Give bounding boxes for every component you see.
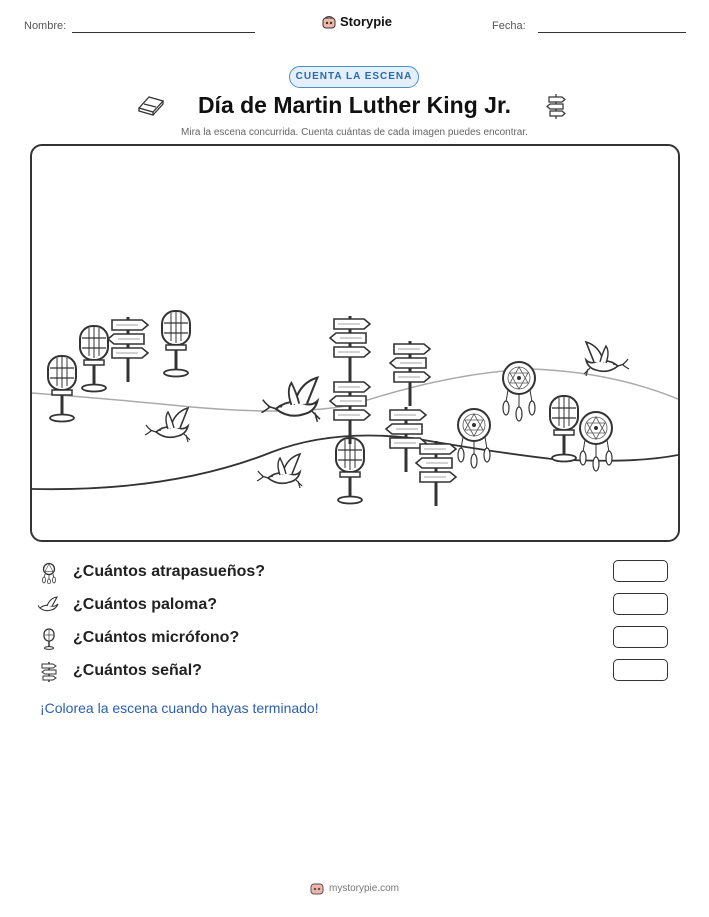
scene-signpost: [108, 317, 148, 382]
scene-signpost: [390, 341, 430, 406]
activity-badge: CUENTA LA ESCENA: [289, 66, 419, 88]
storypie-logo-icon: [322, 15, 336, 29]
question-row-microphone: [38, 626, 678, 652]
scene-microphone: [162, 311, 190, 377]
date-line[interactable]: [538, 32, 686, 33]
question-text: ¿Cuántos paloma?: [73, 596, 218, 613]
name-line[interactable]: [72, 32, 255, 33]
scene-signpost: [330, 379, 370, 444]
question-row-signpost: [38, 659, 678, 685]
page-subtitle: Mira la escena concurrida. Cuenta cuántas de cada imagen puedes encontrar.: [181, 127, 528, 138]
question-text: ¿Cuántos atrapasueños?: [73, 563, 266, 580]
question-text: ¿Cuántos micrófono?: [73, 629, 240, 646]
footer-url[interactable]: mystorypie.com: [328, 882, 399, 894]
date-label: Fecha:: [492, 20, 526, 32]
scene-signpost: [416, 441, 456, 506]
brand-name: Storypie: [340, 14, 393, 29]
scene-signpost: [330, 316, 370, 381]
scene-dove: [584, 342, 629, 376]
dove-icon: [38, 595, 60, 617]
answer-box-dove[interactable]: [613, 593, 668, 615]
footer: [0, 881, 709, 895]
scene-dove: [257, 454, 302, 488]
scene-microphone: [336, 438, 364, 504]
coloring-instruction: ¡Colorea la escena cuando hayas terminado!: [40, 700, 319, 716]
scene-dreamcatcher: [458, 409, 490, 468]
page-title: Día de Martin Luther King Jr.: [197, 92, 512, 118]
scene-dreamcatcher: [503, 362, 535, 421]
signpost-icon: [38, 661, 60, 683]
scene-microphone: [80, 326, 108, 392]
microphone-icon: [38, 628, 60, 650]
question-row-dove: [38, 593, 678, 619]
question-text: ¿Cuántos señal?: [73, 662, 202, 679]
scene-dove: [262, 378, 321, 422]
signpost-title-icon: [544, 92, 568, 125]
scene-illustration: [32, 146, 678, 540]
name-label: Nombre:: [24, 20, 67, 32]
dreamcatcher-icon: [38, 562, 60, 584]
scene-microphone: [48, 356, 76, 422]
answer-box-signpost[interactable]: [613, 659, 668, 681]
scene-panel: [30, 144, 680, 542]
answer-box-microphone[interactable]: [613, 626, 668, 648]
brand-logo: [322, 14, 392, 29]
scene-dreamcatcher: [580, 412, 612, 471]
scene-dove: [145, 408, 190, 442]
scene-microphone: [550, 396, 578, 462]
answer-box-dreamcatcher[interactable]: [613, 560, 668, 582]
question-row-dreamcatcher: [38, 560, 678, 586]
storypie-footer-icon: [310, 881, 324, 895]
